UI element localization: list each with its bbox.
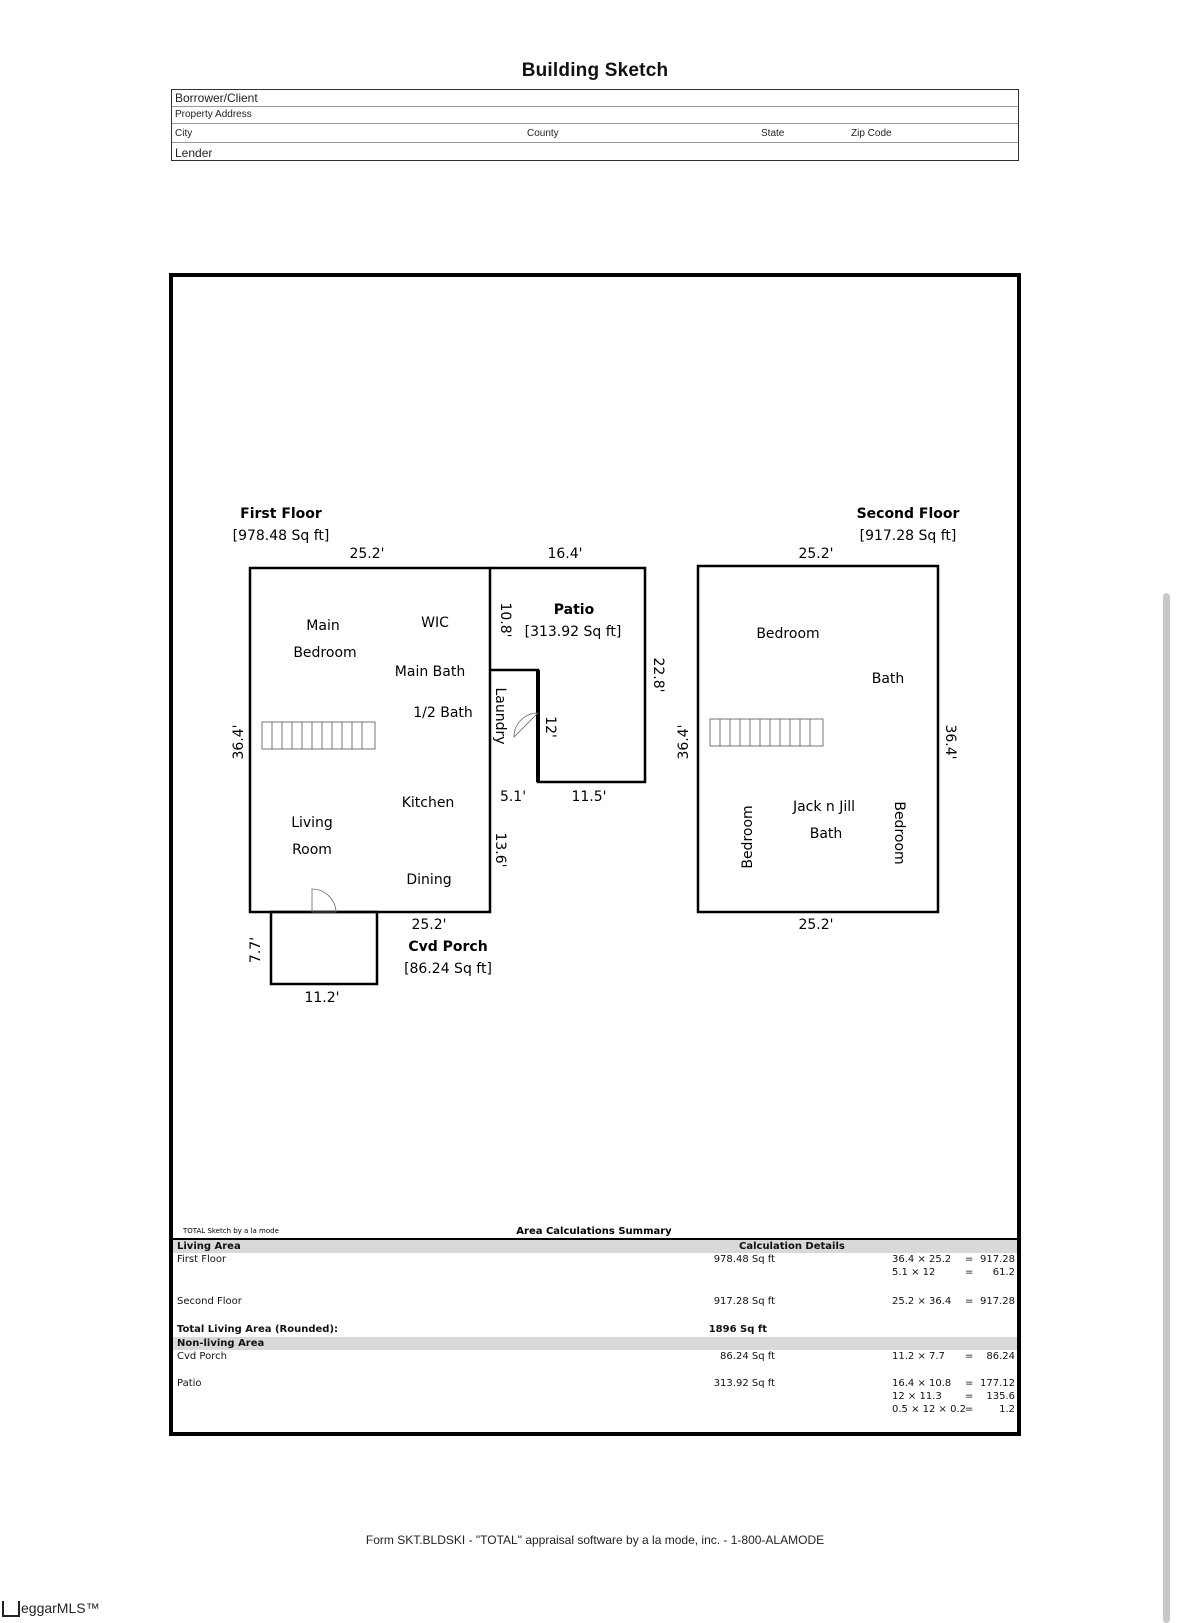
borrower-label: Borrower/Client	[175, 91, 258, 105]
first-floor-dim-bottom: 25.2'	[411, 917, 447, 933]
sketch-credit: TOTAL Sketch by a la mode	[183, 1227, 279, 1235]
room-bedroom: Bedroom	[293, 645, 357, 661]
patio-dim-top: 16.4'	[547, 546, 583, 562]
calc-result: 135.6	[986, 1391, 1015, 1402]
county-label: County	[527, 128, 559, 139]
calc-result: 177.12	[980, 1378, 1015, 1389]
room-bedroom-left: Bedroom	[740, 805, 756, 869]
nonliving-band	[173, 1337, 1017, 1350]
stairs-second-floor	[710, 719, 823, 746]
mls-logo	[2, 1597, 100, 1616]
calc-details-header: Calculation Details	[739, 1241, 845, 1252]
total-living-value: 1896 Sq ft	[708, 1324, 767, 1335]
living-area-header: Living Area	[177, 1241, 241, 1252]
patio-dim-inner: 12'	[542, 716, 558, 738]
second-floor-dim-top: 25.2'	[798, 546, 834, 562]
house-icon	[2, 1601, 20, 1617]
calc-eq: =	[965, 1378, 974, 1389]
city-label: City	[175, 128, 193, 139]
laundry-door-swing	[514, 713, 538, 737]
scrollbar[interactable]	[1163, 593, 1170, 1623]
calc-expr: 36.4 × 25.2	[892, 1254, 952, 1265]
calc-eq: =	[965, 1351, 974, 1362]
second-floor-dim-bottom: 25.2'	[798, 917, 834, 933]
room-main-bath: Main Bath	[394, 664, 466, 680]
calc-eq: =	[965, 1254, 974, 1265]
room-wic: WIC	[421, 615, 449, 631]
first-floor-outline	[250, 568, 490, 912]
second-floor-dim-right: 36.4'	[942, 724, 958, 760]
first-floor-area: [978.48 Sq ft]	[232, 528, 330, 544]
patio-dim-bottom: 11.5'	[571, 789, 607, 805]
room-dining: Dining	[406, 872, 452, 888]
total-living-label: Total Living Area (Rounded):	[177, 1324, 339, 1335]
lender-label: Lender	[175, 146, 213, 160]
entry-door-swing	[312, 889, 336, 912]
form-footer: Form SKT.BLDSKI - "TOTAL" appraisal software by a la mode, inc. - 1-800-ALAMODE	[365, 1533, 825, 1547]
calc-expr: 0.5 × 12 × 0.2	[892, 1404, 967, 1415]
calc-eq: =	[965, 1404, 974, 1415]
porch-title: Cvd Porch	[408, 939, 488, 955]
first-floor-title: First Floor	[240, 506, 322, 522]
room-room: Room	[292, 842, 332, 858]
room-bath-upper: Bath	[871, 671, 905, 687]
second-floor-area: [917.28 Sq ft]	[859, 528, 957, 544]
patio-title: Patio	[553, 602, 595, 618]
calc-eq: =	[965, 1267, 974, 1278]
porch-value: 86.24 Sq ft	[720, 1351, 775, 1362]
calc-expr: 25.2 × 36.4	[892, 1296, 952, 1307]
patio-area: [313.92 Sq ft]	[524, 624, 622, 640]
room-laundry: Laundry	[492, 687, 508, 745]
state-label: State	[761, 128, 785, 139]
first-floor-dim-top: 25.2'	[349, 546, 385, 562]
summary-title: Area Calculations Summary	[516, 1226, 672, 1237]
patio-value: 313.92 Sq ft	[713, 1378, 775, 1389]
room-jack-n-jill-bath: Bath	[809, 826, 843, 842]
calc-eq: =	[965, 1391, 974, 1402]
room-jack-n-jill: Jack n Jill	[792, 799, 856, 815]
second-floor-label: Second Floor	[177, 1296, 242, 1307]
patio-dim-right: 22.8'	[650, 657, 666, 693]
first-floor-dim-notch-w: 5.1'	[499, 789, 527, 805]
patio-label: Patio	[177, 1378, 202, 1389]
patio-outline	[490, 568, 645, 782]
porch-area: [86.24 Sq ft]	[404, 961, 492, 977]
patio-dim-left: 10.8'	[497, 602, 513, 638]
second-floor-value: 917.28 Sq ft	[713, 1296, 775, 1307]
logo-text: eggarMLS™	[21, 1600, 100, 1616]
room-bedroom-right: Bedroom	[891, 801, 907, 865]
calc-expr: 12 × 11.3	[892, 1391, 942, 1402]
first-floor-dim-left: 36.4'	[231, 724, 247, 760]
room-main: Main	[306, 618, 340, 634]
second-floor-title: Second Floor	[856, 506, 960, 522]
stairs-first-floor	[262, 722, 375, 749]
zip-label: Zip Code	[851, 128, 892, 139]
calc-expr: 16.4 × 10.8	[892, 1378, 952, 1389]
property-address-label: Property Address	[175, 109, 252, 120]
porch-outline	[271, 912, 377, 984]
calc-result: 86.24	[986, 1351, 1015, 1362]
calc-result: 917.28	[980, 1254, 1015, 1265]
calc-result: 917.28	[980, 1296, 1015, 1307]
first-floor-value: 978.48 Sq ft	[713, 1254, 775, 1265]
room-living: Living	[291, 815, 333, 831]
nonliving-header: Non-living Area	[177, 1338, 265, 1349]
page-title: Building Sketch	[521, 60, 669, 81]
first-floor-dim-notch-h: 13.6'	[492, 832, 508, 868]
first-floor-label: First Floor	[177, 1254, 227, 1265]
calc-result: 1.2	[999, 1404, 1015, 1415]
calc-result: 61.2	[992, 1267, 1015, 1278]
room-half-bath: 1/2 Bath	[413, 705, 473, 721]
porch-dim-left: 7.7'	[248, 936, 264, 964]
calc-expr: 5.1 × 12	[892, 1267, 936, 1278]
second-floor-dim-left: 36.4'	[676, 724, 692, 760]
room-bedroom-upper: Bedroom	[756, 626, 820, 642]
porch-label: Cvd Porch	[177, 1351, 227, 1362]
living-area-band	[173, 1240, 1017, 1253]
room-kitchen: Kitchen	[401, 795, 455, 811]
calc-expr: 11.2 × 7.7	[892, 1351, 945, 1362]
porch-dim-bottom: 11.2'	[304, 990, 340, 1006]
calc-eq: =	[965, 1296, 974, 1307]
